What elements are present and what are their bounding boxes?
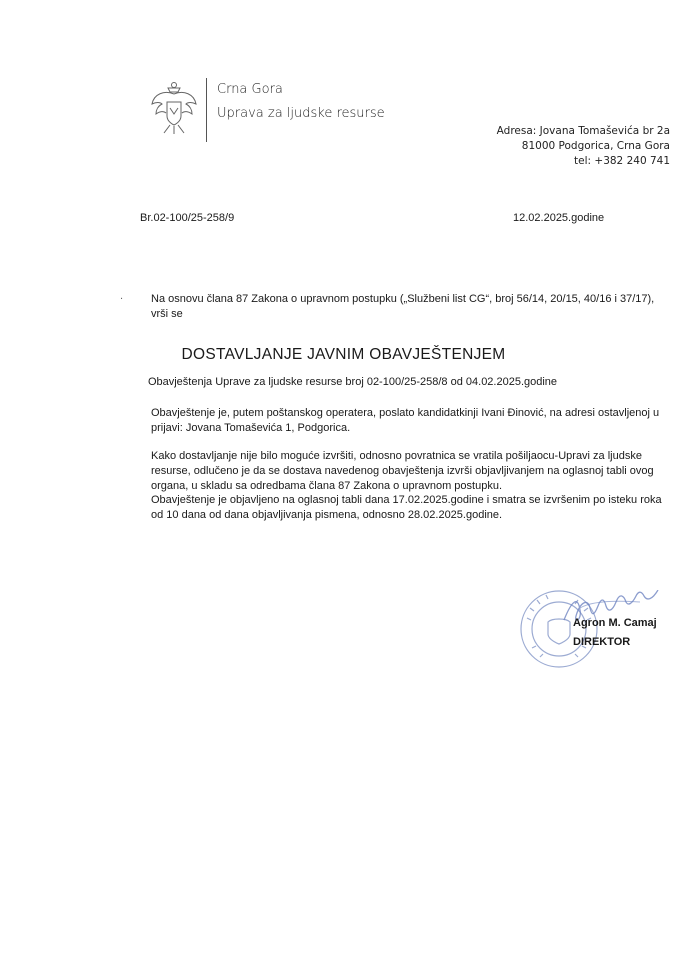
document-date: 12.02.2025.godine: [513, 212, 605, 224]
reference-number: Br.02-100/25-258/9: [140, 212, 235, 224]
paragraph-decision: Kako dostavljanje nije bilo moguće izvršiti, odnosno povratnica se vratila pošiljaocu-Upravi za ljudske resurse, odlučeno je da se dostava navedenog obavještenja izvrši objavljivanjem na oglasnoj tabli ovog organa, u skladu sa odredbama člana 87 Zakona o upravnom postupku.: [151, 450, 654, 492]
address-phone: tel: +382 240 741: [574, 155, 670, 167]
document-subtitle: Obavještenja Uprave za ljudske resurse broj 02-100/25-258/8 od 04.02.2025.godine: [147, 376, 558, 388]
header-divider: [206, 78, 207, 142]
org-name: Uprava za ljudske resurse: [217, 106, 385, 121]
signatory-name: Agron M. Camaj: [573, 617, 657, 629]
scan-mark: .: [120, 290, 124, 302]
signatory-title: DIREKTOR: [573, 636, 631, 648]
intro-paragraph: Na osnovu člana 87 Zakona o upravnom postupku („Službeni list CG“, broj 56/14, 20/15, 40/16 i 37/17), vrši se: [151, 293, 655, 320]
paragraph-publication: Obavještenje je objavljeno na oglasnoj tabli dana 17.02.2025.godine i smatra se izvršenim po isteku roka od 10 dana od dana objavljivanja pismena, odnosno 28.02.2025.godine.: [151, 494, 662, 521]
coat-of-arms-icon: [148, 80, 200, 138]
org-country: Crna Gora: [217, 82, 283, 97]
address-city: 81000 Podgorica, Crna Gora: [521, 140, 670, 152]
address-line: Adresa: Jovana Tomaševića br 2a: [496, 125, 670, 137]
document-title: DOSTAVLJANJE JAVNIM OBAVJEŠTENJEM: [181, 346, 506, 363]
paragraph-delivery: Obavještenje je, putem poštanskog operatera, poslato kandidatkinji Ivani Đinović, na adresi ostavljenoj u prijavi: Jovana Tomaševića 1, Podgorica.: [151, 407, 660, 434]
